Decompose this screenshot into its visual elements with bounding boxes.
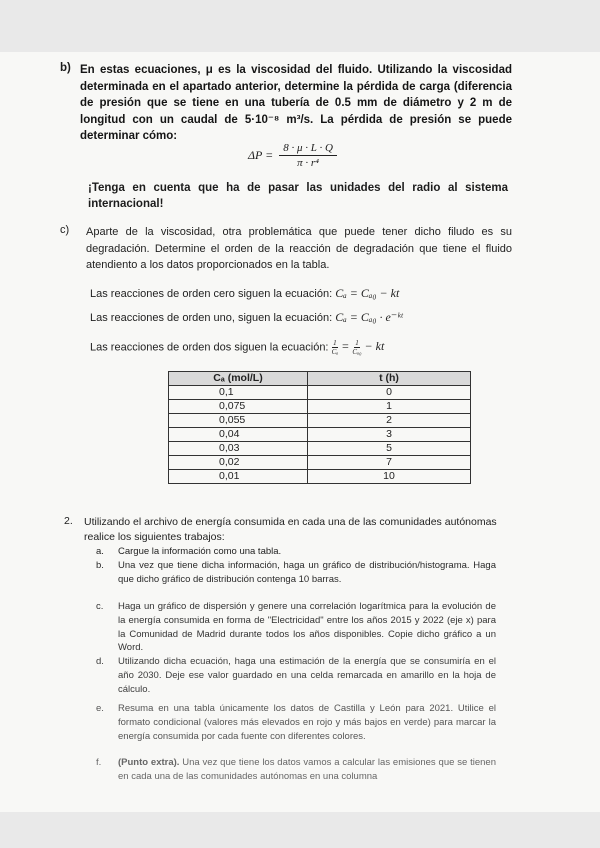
first-order-equation: [90, 310, 403, 325]
second-order-equation: [90, 339, 384, 356]
cell-time: 0: [308, 386, 471, 400]
task-mark: a.: [96, 546, 104, 557]
second-order-math: [331, 339, 385, 356]
second-order-equals: =: [341, 339, 350, 354]
table-row: [169, 400, 471, 414]
bottom-margin: [0, 812, 600, 848]
task-text-rest: Una vez que tiene los datos vamos a calcular las emisiones que se tienen en cada una de las comunidades autónomas en una columna: [118, 757, 496, 782]
task-text-before: Utilizando dicha ecuación, haga una estimación de la energía que se consumiría en el año 2030. Deje ese valor guardado en una celda remarcada en: [118, 656, 496, 681]
first-order-text: Las reacciones de orden uno, siguen la ecuación:: [90, 312, 333, 324]
second-order-tail: − kt: [364, 339, 385, 354]
frac2-num: 1: [355, 339, 359, 347]
formula-fraction: [279, 142, 337, 169]
highlight-word: amarillo: [400, 669, 435, 681]
frac1-num: 1: [333, 339, 337, 347]
task-text: Resuma en una tabla únicamente los datos de Castilla y León para 2021. Utilice el formato condicional (valores más elevados en rojo y más bajos en verde) para marcar la energía consumida por cada fuente con diferentes colores.: [118, 703, 496, 742]
table-row: [169, 414, 471, 428]
task-mark: d.: [96, 656, 104, 667]
task-mark: b.: [96, 560, 104, 571]
task-text: [118, 756, 496, 784]
task-item-a: [96, 545, 496, 559]
second-order-frac-1: [332, 339, 339, 356]
top-margin: [0, 0, 600, 52]
task-item-c: [96, 600, 496, 655]
task-text: Haga un gráfico de dispersión y genere una correlación logarítmica para la evolución de la energía consumida en forma de "Electricidad" entre los años 2015 y 2022 (eje x) para la Comunidad de Madrid durante todos los años disponibles. Copie dicho gráfico a un Word.: [118, 601, 496, 654]
cell-time: 5: [308, 442, 471, 456]
frac2-den: Cₐ₀: [352, 348, 362, 356]
zero-order-equation: [90, 286, 399, 301]
table-row: [169, 456, 471, 470]
extra-point-label: (Punto extra).: [118, 757, 180, 768]
question-2-text: Utilizando el archivo de energía consumida en cada una de las comunidades autónomas realice los siguientes trabajos:: [84, 516, 497, 543]
cell-concentration: 0,01: [169, 470, 308, 484]
table-row: [169, 386, 471, 400]
task-mark: e.: [96, 703, 104, 714]
units-note: ¡Tenga en cuenta que ha de pasar las unidades del radio al sistema internacional!: [88, 182, 508, 210]
task-item-f: [96, 756, 496, 784]
table-row: [169, 470, 471, 484]
concentration-table: [168, 371, 471, 484]
cell-concentration: 0,1: [169, 386, 308, 400]
pressure-drop-formula: [248, 138, 378, 172]
task-mark: c.: [96, 601, 104, 612]
formula-numerator: 8 · μ · L · Q: [279, 142, 337, 156]
task-text: Una vez que tiene dicha información, haga un gráfico de distribución/histograma. Haga que dicho gráfico de distribución contenga 10 barras.: [118, 560, 496, 585]
cell-time: 1: [308, 400, 471, 414]
first-order-math: Cₐ = Cₐ₀ · e⁻ᵏᵗ: [335, 310, 403, 324]
part-c-text: Aparte de la viscosidad, otra problemática que puede tener dicho filudo es su degradación. Determine el orden de la reacción de degradación que tiene el fluido atendiento a los datos proporcionados en la tabla.: [86, 226, 512, 271]
task-mark: f.: [96, 757, 102, 768]
cell-concentration: 0,03: [169, 442, 308, 456]
second-order-text: Las reacciones de orden dos siguen la ecuación:: [90, 341, 329, 354]
cell-concentration: 0,075: [169, 400, 308, 414]
zero-order-text: Las reacciones de orden cero siguen la ecuación:: [90, 288, 333, 300]
task-item-d: [96, 655, 496, 696]
cell-time: 7: [308, 456, 471, 470]
task-item-e: [96, 702, 496, 743]
cell-time: 10: [308, 470, 471, 484]
question-2-number: 2.: [64, 515, 73, 527]
part-c-label: c): [60, 224, 70, 236]
table-row: [169, 428, 471, 442]
table-row: [169, 442, 471, 456]
cell-concentration: 0,02: [169, 456, 308, 470]
zero-order-math: Cₐ = Cₐ₀ − kt: [335, 286, 400, 300]
frac1-den: Cₐ: [331, 348, 339, 356]
header-time: t (h): [308, 372, 471, 386]
task-text-after: en la hoja de cálculo.: [118, 669, 496, 695]
formula-lhs: ΔP =: [248, 147, 274, 162]
header-concentration: Cₐ (mol/L): [169, 372, 308, 386]
task-text: Cargue la información como una tabla.: [118, 546, 282, 557]
part-b-label: b): [60, 62, 71, 74]
task-item-b: [96, 559, 496, 587]
document-page: [0, 52, 600, 812]
cell-time: 3: [308, 428, 471, 442]
part-b-text: En estas ecuaciones, μ es la viscosidad del fluido. Utilizando la viscosidad determinada en el apartado anterior, determine la pérdida de carga (diferencia de presión que se tiene en una tubería de 0.5 mm de diámetro y 2 m de longitud con un caudal de 5·10⁻⁸ m³/s. La pérdida de presión se puede determinar cómo:: [80, 64, 512, 142]
second-order-frac-2: [352, 339, 361, 356]
task-text: [118, 655, 496, 696]
cell-concentration: 0,04: [169, 428, 308, 442]
formula-denominator: π · r⁴: [297, 156, 320, 169]
cell-time: 2: [308, 414, 471, 428]
cell-concentration: 0,055: [169, 414, 308, 428]
table-header-row: [169, 372, 471, 386]
